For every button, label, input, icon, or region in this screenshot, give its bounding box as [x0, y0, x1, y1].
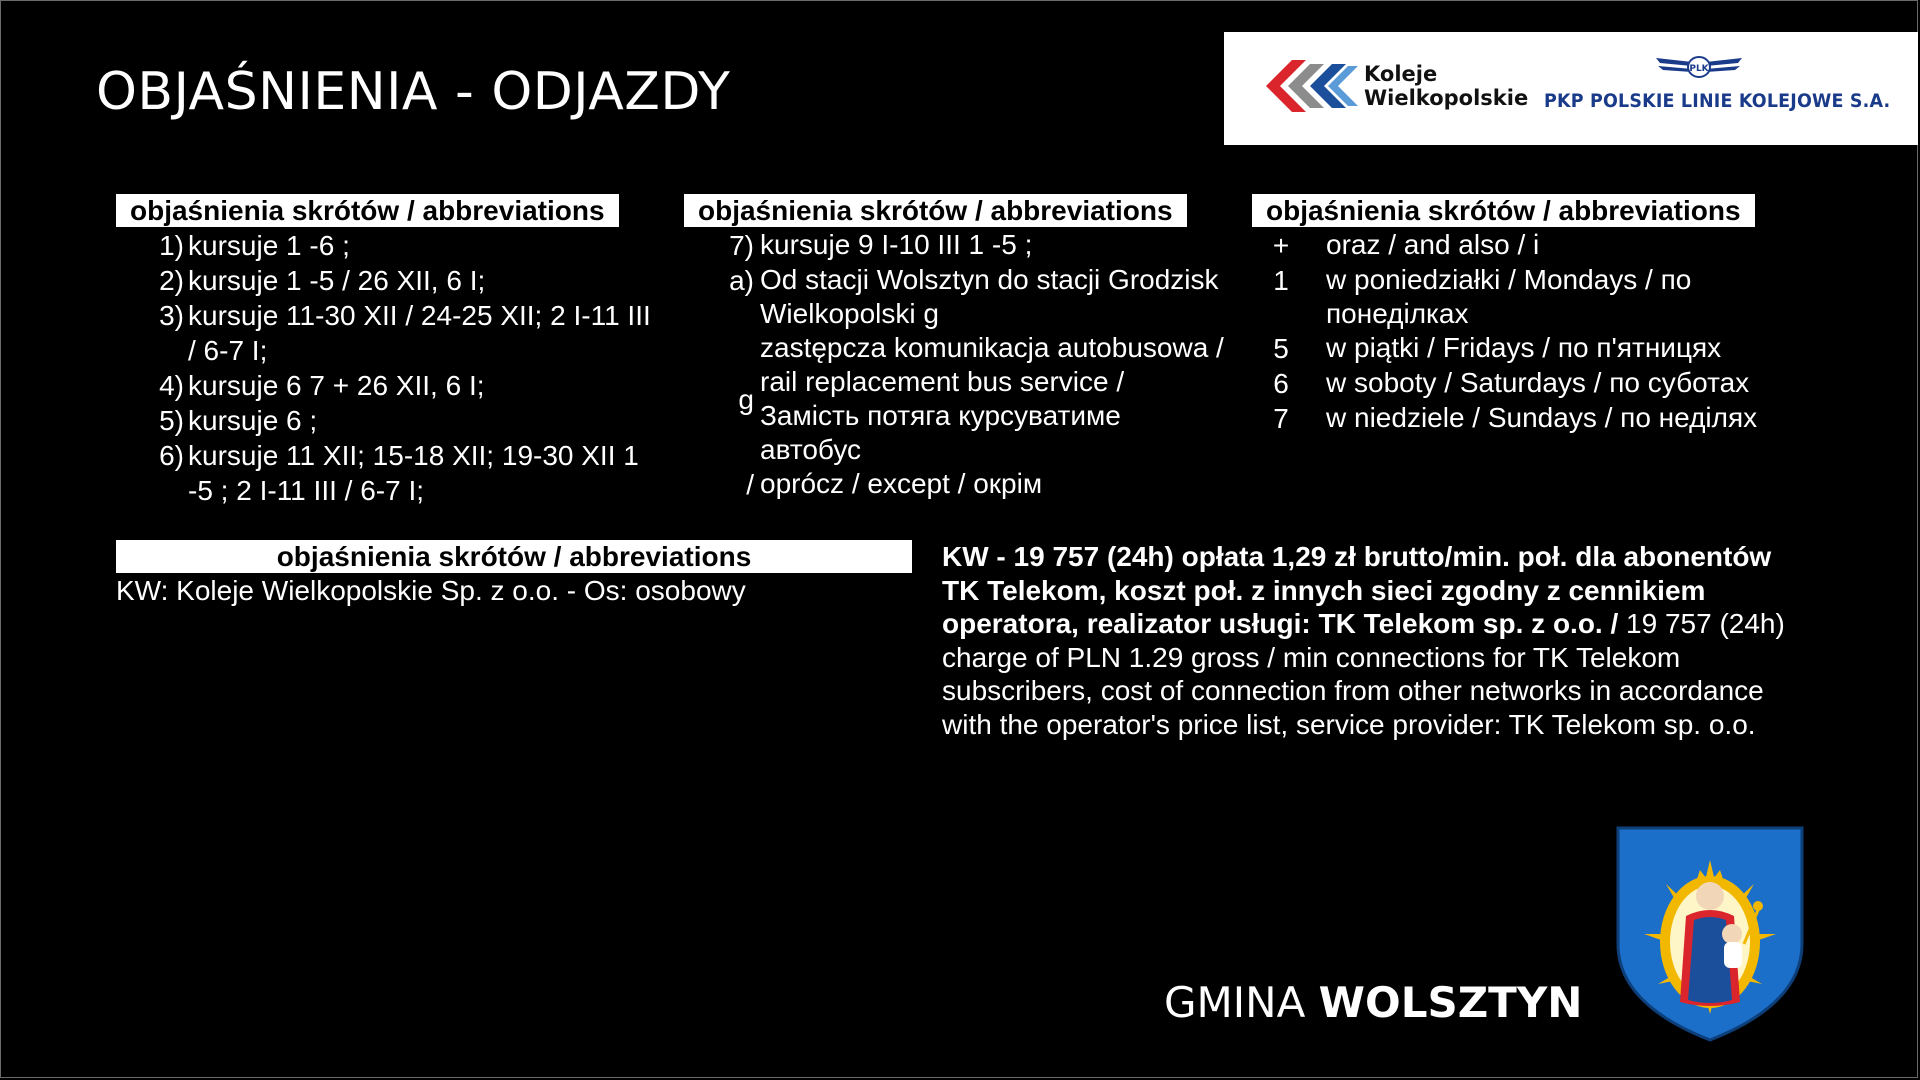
legend-mark: 5 — [1273, 333, 1289, 364]
koleje-wielkopolskie-wordmark — [1364, 62, 1528, 110]
telekom-info-english: 19 757 (24h) charge of PLN 1.29 gross / min connections for TK Telekom subscribers, cost of connection from other networks in accordance with the operator's price list, service provider: TK Telekom sp. o.o. — [942, 608, 1785, 740]
legend-item — [116, 263, 656, 298]
legend-mark: 2) — [159, 265, 184, 296]
legend-text: kursuje 11 XII; 15-18 XII; 19-30 XII 1 -5 ; 2 I-11 III / 6-7 I; — [188, 440, 639, 506]
legend-item — [116, 228, 656, 263]
legend-mark: 5) — [159, 405, 184, 436]
gmina-name: WOLSZTYN — [1318, 978, 1583, 1027]
legend-item — [116, 368, 656, 403]
legend-item — [684, 331, 1224, 467]
legend-text: kursuje 9 I-10 III 1 -5 ; — [760, 229, 1033, 260]
legend-mark: 1 — [1273, 265, 1289, 296]
legend-text: kursuje 1 -6 ; — [188, 230, 350, 261]
plk-winged-emblem-icon — [1654, 52, 1744, 82]
legend-column-2 — [684, 193, 1224, 502]
legend-item — [1252, 401, 1812, 436]
legend-item — [116, 298, 656, 368]
logo-banner — [1224, 32, 1918, 145]
telekom-info-polish: KW - 19 757 (24h) opłata 1,29 zł brutto/min. poł. dla abonentów TK Telekom, koszt poł. z innych sieci zgodny z cennikiem operatora, realizator usługi: TK Telekom sp. z o.o. / — [942, 541, 1772, 639]
legend-text: kursuje 11-30 XII / 24-25 XII; 2 I-11 III / 6-7 I; — [188, 300, 651, 366]
legend-item — [116, 438, 656, 508]
legend-header: objaśnienia skrótów / abbreviations — [1252, 194, 1755, 227]
kw-wordmark-line1: Koleje — [1364, 62, 1438, 86]
legend-mark: / — [746, 469, 754, 500]
legend-text: Od stacji Wolsztyn do stacji Grodzisk Wielkopolski g — [760, 264, 1219, 329]
legend-text: kursuje 6 ; — [188, 405, 318, 436]
legend-mark: 7 — [1273, 403, 1289, 434]
legend-text: zastępcza komunikacja autobusowa / rail replacement bus service / Замість потяга курсуватиме автобус — [760, 332, 1224, 465]
page-title: OBJAŚNIENIA - ODJAZDY — [96, 62, 731, 122]
legend-text: kursuje 1 -5 / 26 XII, 6 I; — [188, 265, 486, 296]
gmina-wolsztyn-wordmark — [1164, 978, 1582, 1027]
plk-wordmark: PKP POLSKIE LINIE KOLEJOWE S.A. — [1544, 90, 1891, 112]
legend-text: oprócz / except / окрім — [760, 468, 1043, 499]
legend-mark: g — [738, 383, 754, 415]
legend-item — [1252, 366, 1812, 401]
legend-column-3 — [1252, 193, 1812, 436]
wolsztyn-coat-of-arms-icon — [1614, 824, 1806, 1044]
legend-mark: 6) — [159, 440, 184, 471]
legend-mark: 1) — [159, 230, 184, 261]
legend-mark: 6 — [1273, 368, 1289, 399]
legend-item — [1252, 228, 1812, 263]
gmina-label: GMINA — [1164, 978, 1319, 1027]
legend-mark: 3) — [159, 300, 184, 331]
legend-mark: a) — [729, 265, 754, 296]
legend-item — [684, 263, 1224, 331]
legend-mark: 7) — [729, 230, 754, 261]
plk-emblem-label: PLK — [1689, 64, 1709, 74]
legend-item — [684, 467, 1224, 502]
legend-column-1 — [116, 193, 656, 508]
legend-item — [116, 403, 656, 438]
legend-text: oraz / and also / і — [1326, 229, 1540, 260]
legend-item — [684, 228, 1224, 263]
legend-text: w piątki / Fridays / по п'ятницях — [1326, 332, 1722, 363]
telekom-info — [942, 540, 1802, 741]
legend-header: objaśnienia skrótów / abbreviations — [116, 194, 619, 227]
legend-text: w poniedziałki / Mondays / по понеділках — [1326, 264, 1692, 329]
legend-item — [1252, 331, 1812, 366]
operators-header: objaśnienia skrótów / abbreviations — [116, 540, 912, 573]
kw-wordmark-line2: Wielkopolskie — [1364, 86, 1529, 110]
legend-mark: 4) — [159, 370, 184, 401]
legend-header: objaśnienia skrótów / abbreviations — [684, 194, 1187, 227]
operators-text: KW: Koleje Wielkopolskie Sp. z o.o. - Os: osobowy — [116, 575, 746, 606]
legend-item — [1252, 263, 1812, 331]
legend-text: w soboty / Saturdays / по суботах — [1326, 367, 1750, 398]
legend-mark: + — [1272, 230, 1290, 261]
legend-text: w niedziele / Sundays / по неділях — [1326, 402, 1758, 433]
legend-text: kursuje 6 7 + 26 XII, 6 I; — [188, 370, 485, 401]
